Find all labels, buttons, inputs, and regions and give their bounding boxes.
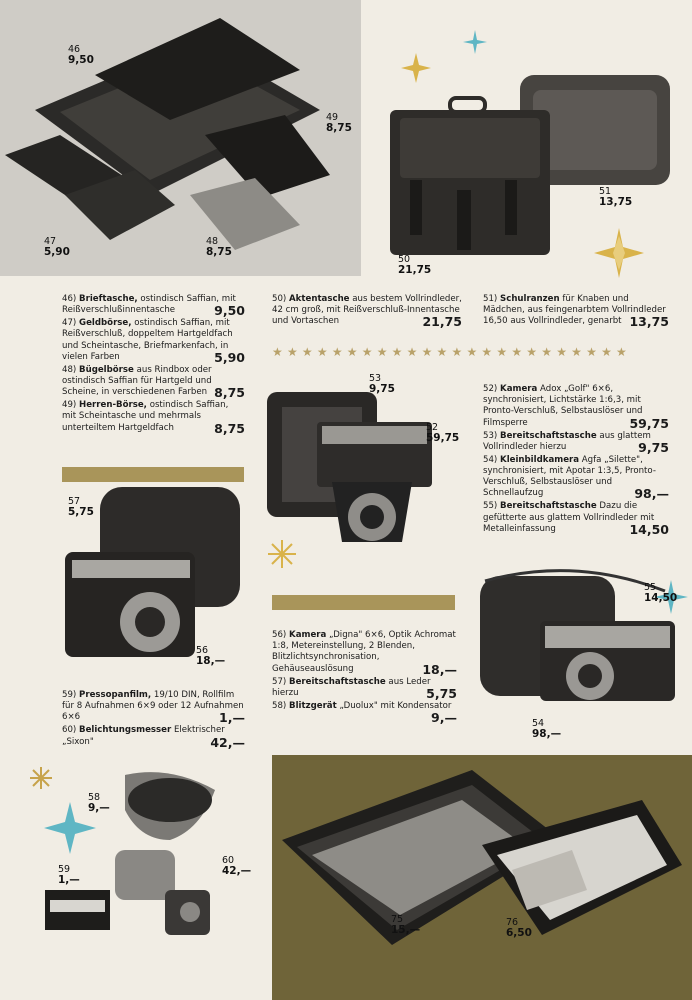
item-53-no: 53) [483,430,498,441]
gold-bar-middle [272,595,455,610]
tag-75 [391,914,420,936]
column-camera-digna [272,630,457,725]
tag-49 [326,112,352,134]
item-46-name: Brieftasche, [79,294,138,304]
item-47-name: Geldbörse, [79,318,132,329]
item-49-no: 49) [62,400,77,411]
item-52-name: Kamera [500,384,538,394]
tag-48-price: 8,75 [206,246,232,258]
tag-60-price: 42,— [222,865,252,877]
tag-54-number: 54 [532,718,545,729]
item-51-text: für Knaben und Mädchen, aus feingenarbtem Vollrindleder 16,50 aus Vollrindleder, genarbt [483,294,666,327]
item-60-text: Elektrischer „Sixon" [62,725,225,747]
item-59-name: Pressopanfilm, [79,690,152,700]
item-50-name: Aktentasche [289,294,350,304]
tag-55-price: 14,50 [644,592,678,604]
item-58-text: „Duolux" mit Kondensator [339,700,452,711]
tag-60-number: 60 [222,855,235,866]
column-film [62,690,245,750]
item-53 [483,431,669,454]
item-54 [483,455,669,501]
tag-51-price: 13,75 [599,196,633,208]
item-52-text: Adox „Golf" 6×6, synchronisiert, Lichtstärke 1:6,3, mit Pronto-Verschluß, Selbstauslöser und Filmsperre [483,384,643,428]
item-46-text: ostindisch Saffian, mit Reißverschlußinnentasche [62,294,236,316]
item-50 [272,294,462,328]
item-56-price: 18,— [422,661,457,677]
tag-75-price: 15,— [391,924,421,936]
tag-48-number: 48 [206,236,219,247]
item-59-no: 59) [62,690,77,700]
tag-53-number: 53 [369,373,382,384]
item-51 [483,294,669,328]
tag-57-price: 5,75 [68,506,94,518]
tag-59-number: 59 [58,864,71,875]
item-48-text: aus Rindbox oder ostindisch Saffian für Hartgeld und Scheine, in verschiedenen Farben [62,364,212,398]
tag-58-price: 9,— [88,802,110,814]
item-52-no: 52) [483,384,498,394]
tag-50-price: 21,75 [398,264,432,276]
item-51-name: Schulranzen [500,294,560,304]
column-wallets [62,294,245,436]
tag-58 [88,792,110,814]
drawing-sets-illustration [272,755,692,1000]
item-46 [62,294,245,317]
tag-76 [506,917,532,939]
item-59 [62,690,245,724]
item-50-price: 21,75 [422,314,462,330]
tag-46-number: 46 [68,44,81,55]
item-54-text: Agfa „Silette", synchronisiert, mit Apotar 1:3,5, Pronto-Verschluß, Selbstauslöser und Schnellaufzug [483,454,656,499]
item-59-price: 1,— [219,710,245,726]
gold-star-large-icon [594,228,644,278]
tag-57-number: 57 [68,496,81,507]
tag-59-price: 1,— [58,874,80,886]
tag-76-price: 6,50 [506,927,532,939]
item-49 [62,400,245,434]
item-46-no: 46) [62,294,77,304]
item-60-name: Belichtungsmesser [79,725,172,736]
tag-52 [426,422,459,444]
tag-55-number: 55 [644,582,657,593]
item-56-name: Kamera [289,630,327,640]
gold-bar-left [62,467,244,482]
item-57-text: aus Leder hierzu [272,676,431,698]
tag-51-number: 51 [599,186,612,197]
item-47-price: 5,90 [214,349,245,365]
item-53-price: 9,75 [638,439,669,455]
item-56-text: „Digna" 6×6, Optik Achromat 1:8, Metereinstellung, 2 Blenden, Blitzlichtsynchronisation, Gehäuseauslösung [272,630,456,674]
item-56 [272,630,457,676]
tag-50 [398,254,431,276]
tag-49-number: 49 [326,112,339,123]
item-53-text: aus glattem Vollrindleder hierzu [483,430,651,452]
item-48-price: 8,75 [214,385,245,401]
tag-52-price: 59,75 [426,432,460,444]
tag-75-number: 75 [391,914,404,925]
item-54-name: Kleinbildkamera [500,454,580,465]
item-60 [62,725,245,748]
item-49-text: ostindisch Saffian, mit Scheintasche und mehrmals unterteiltem Hartgeldfach [62,400,229,433]
item-47-no: 47) [62,318,77,329]
item-48-no: 48) [62,364,77,375]
column-briefcase [272,294,462,329]
tag-53 [369,373,395,395]
column-satchel [483,294,669,329]
photo-drawing-sets [272,755,692,1000]
item-58-no: 58) [272,700,287,711]
flash-and-meter-illustration [40,770,240,950]
gold-sparkle-icon [268,540,296,568]
tag-46-price: 9,50 [68,54,94,66]
tag-47-price: 5,90 [44,246,70,258]
tag-60 [222,855,251,877]
item-57 [272,677,457,700]
tag-49-price: 8,75 [326,122,352,134]
item-49-price: 8,75 [214,420,245,436]
item-54-price: 98,— [634,486,669,502]
tag-46 [68,44,94,66]
item-57-name: Bereitschaftstasche [289,676,386,687]
item-52 [483,384,669,430]
tag-76-number: 76 [506,917,519,928]
item-56-no: 56) [272,630,287,640]
tag-47 [44,236,70,258]
tag-59 [58,864,80,886]
item-53-name: Bereitschaftstasche [500,430,597,441]
tag-50-number: 50 [398,254,411,265]
item-48-name: Bügelbörse [79,364,134,375]
tag-53-price: 9,75 [369,383,395,395]
tag-56 [196,645,225,667]
tag-55 [644,582,677,604]
tag-58-number: 58 [88,792,101,803]
item-49-name: Herren-Börse, [79,400,147,411]
item-50-text: aus bestem Vollrindleder, 42 cm groß, mit Reißverschluß-Innentasche und Vortaschen [272,294,462,327]
item-55-text: Dazu die gefütterte aus glattem Vollrindleder mit Metalleinfassung [483,501,655,534]
item-55-price: 14,50 [629,521,669,537]
item-51-price: 13,75 [629,314,669,330]
item-55-name: Bereitschaftstasche [500,501,597,512]
tag-57 [68,496,94,518]
item-46-price: 9,50 [214,303,245,319]
photo-wallets [0,0,361,276]
tag-47-number: 47 [44,236,57,247]
tag-54-price: 98,— [532,728,562,740]
tag-51 [599,186,632,208]
item-55-no: 55) [483,501,498,512]
item-54-no: 54) [483,454,498,465]
column-cameras-right [483,384,669,537]
item-58-price: 9,— [431,710,457,726]
item-50-no: 50) [272,294,287,304]
item-55 [483,501,669,535]
item-58 [272,701,457,724]
item-59-text: 19/10 DIN, Rollfilm für 8 Aufnahmen 6×9 oder 12 Aufnahmen 6×6 [62,690,244,723]
tag-56-price: 18,— [196,655,226,667]
item-60-price: 42,— [210,734,245,750]
tag-56-number: 56 [196,645,209,656]
tag-52-number: 52 [426,422,439,433]
item-57-no: 57) [272,676,287,687]
item-51-no: 51) [483,294,498,304]
tag-48 [206,236,232,258]
item-60-no: 60) [62,725,77,736]
item-57-price: 5,75 [426,685,457,701]
item-47 [62,318,245,364]
tag-54 [532,718,561,740]
item-58-name: Blitzgerät [289,700,337,711]
star-divider: ★★★★★★★★★★★★★★★★★★★★★★★★ [272,345,631,359]
gold-star-icon [401,53,431,83]
wallets-illustration [0,0,361,276]
item-52-price: 59,75 [629,415,669,431]
cyan-star-icon [463,30,487,54]
item-48 [62,365,245,399]
item-47-text: ostindisch Saffian, mit Reißverschluß, doppeltem Hartgeldfach und Scheintasche, Briefmarkenfach, in vielen Farben [62,318,233,362]
